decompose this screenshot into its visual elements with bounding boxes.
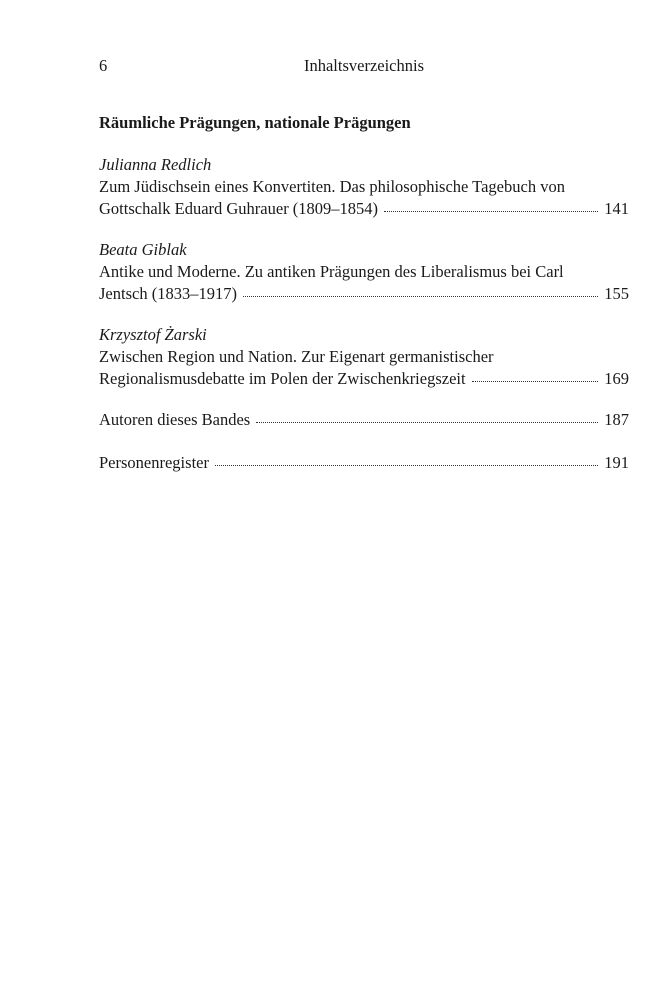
toc-entry-giblak	[99, 239, 629, 305]
section-heading: Räumliche Prägungen, nationale Prägungen	[99, 113, 411, 132]
dot-leader	[215, 454, 598, 468]
dot-leader	[472, 370, 599, 384]
appendix-label: Personenregister	[99, 453, 209, 472]
appendix-page-number: 191	[604, 453, 629, 472]
entry-title-line: Regionalismusdebatte im Polen der Zwischenkriegszeit	[99, 369, 466, 388]
appendix-page-number: 187	[604, 410, 629, 429]
entry-page-number: 155	[604, 284, 629, 303]
entry-author: Julianna Redlich	[99, 155, 212, 174]
dot-leader	[243, 285, 598, 299]
entry-title-leader-line	[99, 283, 629, 305]
appendix-label: Autoren dieses Bandes	[99, 410, 251, 429]
entry-title-line: Zum Jüdischsein eines Konvertiten. Das philosophische Tagebuch von	[99, 177, 565, 196]
entry-title-leader-line	[99, 198, 629, 220]
appendix-leader-line	[99, 409, 629, 431]
dot-leader	[384, 200, 598, 214]
toc-entry-redlich	[99, 154, 629, 220]
toc-entry-autoren	[99, 409, 629, 431]
entry-author: Krzysztof Żarski	[99, 325, 207, 344]
entry-author: Beata Giblak	[99, 240, 187, 259]
entry-title-line: Jentsch (1833–1917)	[99, 284, 237, 303]
entry-title-line: Antike und Moderne. Zu antiken Prägungen des Liberalismus bei Carl	[99, 262, 564, 281]
running-title: Inhaltsverzeichnis	[303, 56, 425, 75]
entry-title-leader-line	[99, 368, 629, 390]
toc-entry-zarski	[99, 324, 629, 390]
page-header	[99, 56, 629, 82]
dot-leader	[256, 411, 598, 425]
page-number: 6	[99, 56, 108, 75]
entry-page-number: 141	[604, 199, 629, 218]
entry-title-line: Gottschalk Eduard Guhrauer (1809–1854)	[99, 199, 379, 218]
appendix-leader-line	[99, 452, 629, 474]
entry-page-number: 169	[604, 369, 629, 388]
table-of-contents	[99, 112, 629, 495]
entry-title-line: Zwischen Region und Nation. Zur Eigenart germanistischer	[99, 347, 494, 366]
toc-entry-personenregister	[99, 452, 629, 474]
